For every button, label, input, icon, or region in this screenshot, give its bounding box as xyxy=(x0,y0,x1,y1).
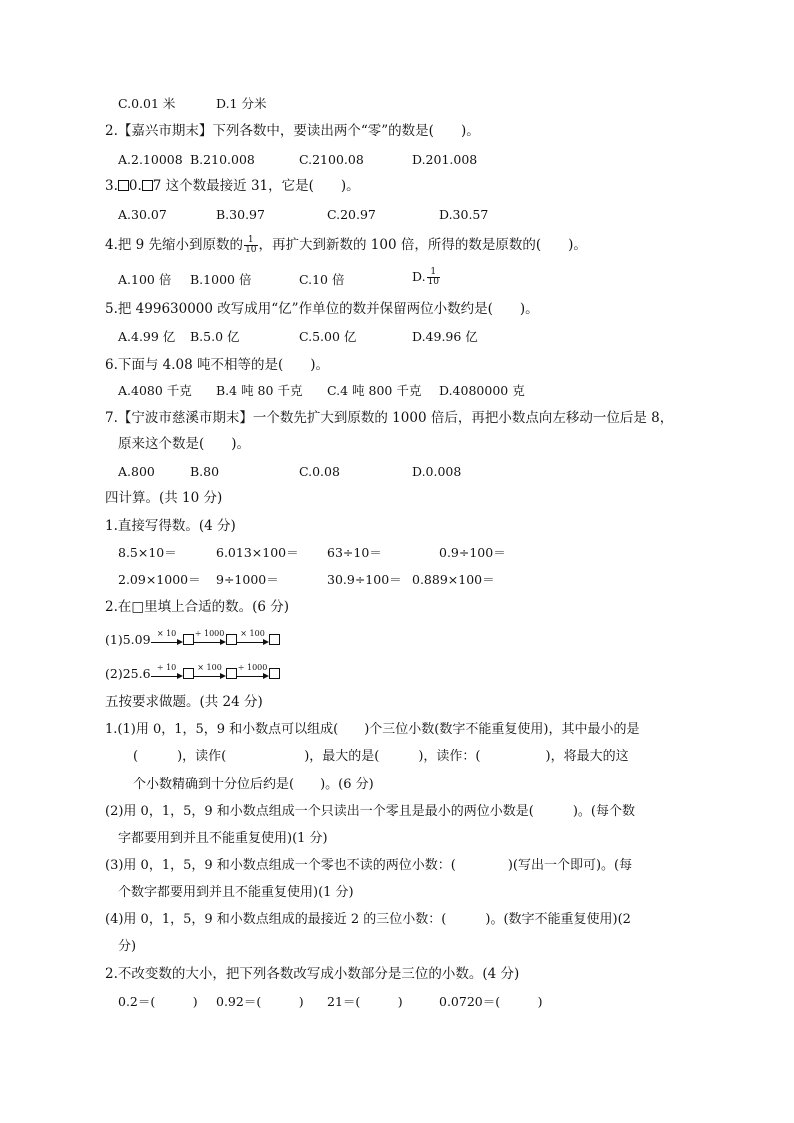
option-c: C.10 倍 xyxy=(299,272,345,287)
calc-item: 0.889×100＝ xyxy=(412,572,495,587)
fraction-denominator: 10 xyxy=(245,245,257,255)
blank-box xyxy=(226,634,237,645)
rewrite-item: 0.2＝( ) xyxy=(118,994,198,1009)
section-5-q2-title: 2.不改变数的大小，把下列各数改写成小数部分是三位的小数。(4 分) xyxy=(105,966,520,982)
chain-start-value: (1)5.09 xyxy=(105,632,151,647)
option-b: B.30.97 xyxy=(216,207,265,222)
blank-box xyxy=(183,668,194,679)
question-5-stem: 5.把 499630000 改写成用“亿”作单位的数并保留两位小数约是( )。 xyxy=(105,301,539,317)
rewrite-item: 0.0720＝( ) xyxy=(439,994,543,1009)
option-a: A.100 倍 xyxy=(118,272,172,287)
stem-part: 4.把 9 先缩小到原数的 xyxy=(105,237,244,253)
stem-part: 3. xyxy=(105,178,118,194)
arrow-label: ÷ 10 xyxy=(156,663,177,672)
calc-item: 63÷10＝ xyxy=(327,545,382,560)
option-b: B.4 吨 80 千克 xyxy=(216,383,303,398)
fraction-denominator: 10 xyxy=(427,277,440,287)
section-5-p3-line2: 个数字都要用到并且不能重复使用)(1 分) xyxy=(118,885,354,900)
arrow-label: × 100 xyxy=(240,629,265,638)
option-c: C.0.08 xyxy=(299,464,340,479)
option-d: D.4080000 克 xyxy=(439,383,525,398)
option-c: C.4 吨 800 千克 xyxy=(327,383,422,398)
calc-item: 0.9÷100＝ xyxy=(439,545,506,560)
section-5-p2-line2: 字都要用到并且不能重复使用)(1 分) xyxy=(118,831,328,846)
calc-item: 2.09×1000＝ xyxy=(118,572,201,587)
option-d xyxy=(412,268,441,287)
option-a: A.30.07 xyxy=(118,207,167,222)
section-4-part-1-title: 1.直接写得数。(4 分) xyxy=(105,518,236,534)
blank-box xyxy=(183,634,194,645)
arrow-icon xyxy=(194,663,226,682)
section-5-p1-line3: 个小数精确到十分位后约是( )。(6 分) xyxy=(133,777,374,792)
arrow-icon xyxy=(151,663,183,682)
blank-box xyxy=(142,180,153,191)
rewrite-item: 21＝( ) xyxy=(327,994,403,1009)
option-a: A.4080 千克 xyxy=(118,383,192,398)
calc-item: 30.9÷100＝ xyxy=(327,572,402,587)
stem-part: 7 这个数最接近 31，它是( )。 xyxy=(152,178,360,194)
question-6-stem: 6.下面与 4.08 吨不相等的是( )。 xyxy=(105,357,330,373)
question-4-stem xyxy=(105,236,587,255)
option-d: D.30.57 xyxy=(439,207,489,222)
question-3-stem xyxy=(105,178,360,194)
calc-item: 8.5×10＝ xyxy=(118,545,177,560)
fraction xyxy=(427,268,440,287)
blank-box xyxy=(269,634,280,645)
blank-box xyxy=(269,668,280,679)
arrow-icon xyxy=(237,663,269,682)
section-5-p1-line2: ( )，读作( )，最大的是( )，读作：( )，将最大的这 xyxy=(133,749,629,764)
option-d: D.1 分米 xyxy=(216,96,267,111)
option-b: B.80 xyxy=(190,464,220,479)
question-7-stem-line1: 7.【宁波市慈溪市期末】一个数先扩大到原数的 1000 倍后，再把小数点向左移动一位后是 8， xyxy=(105,410,674,426)
section-5-p2-line1: (2)用 0，1，5，9 和小数点组成一个只读出一个零且是最小的两位小数是( )。(每个数 xyxy=(105,804,635,819)
section-4-part-2-title: 2.在□里填上合适的数。(6 分) xyxy=(105,599,290,615)
calc-item: 6.013×100＝ xyxy=(216,545,299,560)
stem-part: 0. xyxy=(128,178,142,194)
blank-box xyxy=(118,180,129,191)
option-c: C.0.01 米 xyxy=(118,96,176,111)
calc-item: 9÷1000＝ xyxy=(216,572,279,587)
arrow-label: ÷ 1000 xyxy=(237,663,268,672)
option-d: D.0.008 xyxy=(412,464,462,479)
arrow-label: ÷ 1000 xyxy=(194,629,225,638)
operation-chain-1 xyxy=(105,629,280,648)
option-b: B.5.0 亿 xyxy=(190,329,240,344)
section-5-p3-line1: (3)用 0，1，5，9 和小数点组成一个零也不读的两位小数：( )(写出一个即可)。(每 xyxy=(105,858,633,873)
section-5-p4-line1: (4)用 0，1，5，9 和小数点组成的最接近 2 的三位小数：( )。(数字不能重复使用)(2 xyxy=(105,912,631,927)
fraction xyxy=(244,236,257,255)
question-7-stem-line2: 原来这个数是( )。 xyxy=(118,436,251,452)
blank-box xyxy=(226,668,237,679)
section-4-title: 四计算。(共 10 分) xyxy=(105,490,223,506)
option-a: A.2.10008 xyxy=(118,152,183,167)
arrow-label: × 10 xyxy=(156,629,177,638)
option-d: D.49.96 亿 xyxy=(412,329,478,344)
option-d: D.201.008 xyxy=(412,152,478,167)
option-c: C.5.00 亿 xyxy=(299,329,357,344)
option-a: A.4.99 亿 xyxy=(118,329,176,344)
fraction-numerator: 1 xyxy=(427,268,440,278)
arrow-icon xyxy=(194,629,226,648)
fraction-numerator: 1 xyxy=(244,236,257,246)
stem-part: ，再扩大到新数的 100 倍，所得的数是原数的( )。 xyxy=(258,237,587,253)
arrow-icon xyxy=(151,629,183,648)
option-a: A.800 xyxy=(118,464,155,479)
option-c: C.2100.08 xyxy=(299,152,364,167)
option-d-prefix: D. xyxy=(412,269,426,284)
section-5-title: 五按要求做题。(共 24 分) xyxy=(105,694,263,710)
arrow-icon xyxy=(237,629,269,648)
section-5-p1-line1: 1.(1)用 0，1，5，9 和小数点可以组成( )个三位小数(数字不能重复使用)，其中最小的是 xyxy=(105,722,640,737)
rewrite-item: 0.92＝( ) xyxy=(216,994,304,1009)
option-c: C.20.97 xyxy=(327,207,376,222)
option-b: B.210.008 xyxy=(190,152,255,167)
option-b: B.1000 倍 xyxy=(190,272,252,287)
section-5-p4-line2: 分) xyxy=(118,939,137,954)
question-2-stem: 2.【嘉兴市期末】下列各数中，要读出两个“零”的数是( )。 xyxy=(105,123,480,139)
chain-start-value: (2)25.6 xyxy=(105,666,151,681)
operation-chain-2 xyxy=(105,663,280,682)
arrow-label: × 100 xyxy=(197,663,222,672)
